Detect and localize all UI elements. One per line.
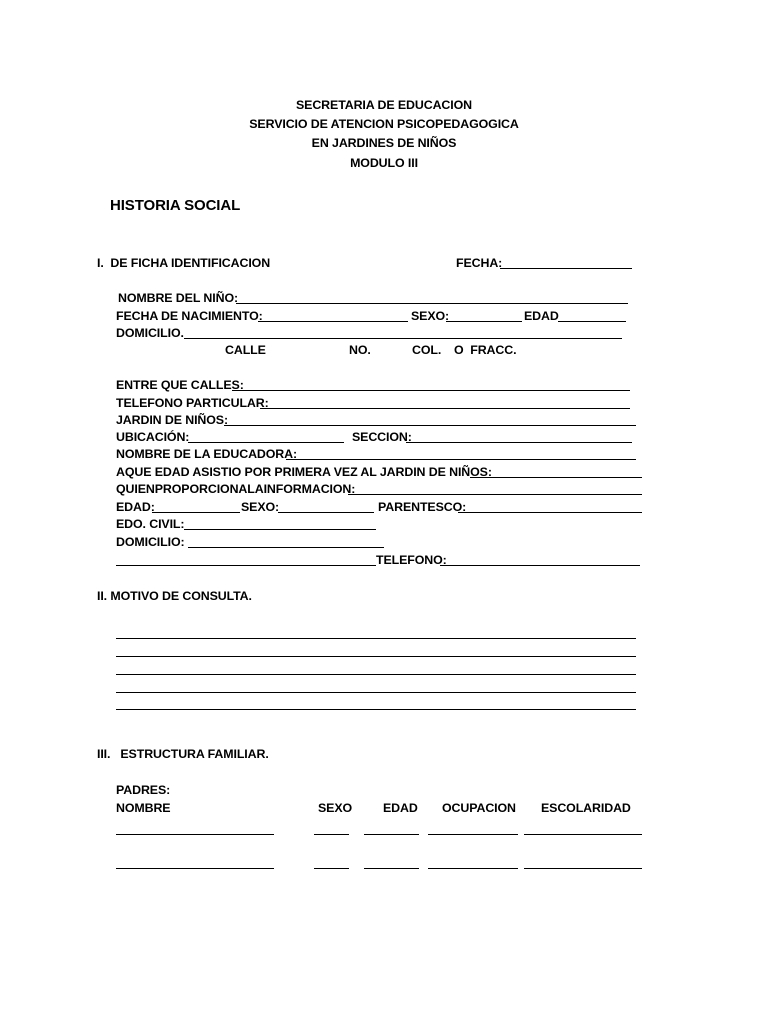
fracc-label: O FRACC. [454, 343, 517, 357]
nombre-nino-field[interactable] [236, 303, 628, 304]
jardin-field[interactable] [224, 425, 636, 426]
edad2-label: EDAD: [116, 500, 155, 514]
domicilio-field[interactable] [184, 338, 622, 339]
ubicacion-field[interactable] [188, 442, 344, 443]
fecha-field[interactable] [500, 268, 632, 269]
padre-1-escolaridad-field[interactable] [524, 834, 642, 835]
padre-1-ocupacion-field[interactable] [428, 834, 518, 835]
nombre-nino-label: NOMBRE DEL NIÑO: [118, 291, 239, 305]
edad2-field[interactable] [152, 512, 240, 513]
section-1-heading: I. DE FICHA IDENTIFICACION [97, 256, 271, 270]
padre-1-sexo-field[interactable] [314, 834, 349, 835]
telefono-field[interactable] [440, 565, 640, 566]
jardin-label: JARDIN DE NIÑOS: [116, 413, 228, 427]
seccion-field[interactable] [406, 442, 632, 443]
telefono-particular-field[interactable] [260, 408, 630, 409]
sexo-field[interactable] [446, 321, 522, 322]
edad-asistio-label: AQUE EDAD ASISTIO POR PRIMERA VEZ AL JARDIN DE NIÑOS: [116, 465, 492, 479]
domicilio2-continuation-field[interactable] [116, 565, 376, 566]
entre-calles-label: ENTRE QUE CALLES: [116, 378, 244, 392]
domicilio2-label: DOMICILIO: [116, 535, 185, 549]
padres-label: PADRES: [116, 783, 171, 797]
parentesco-label: PARENTESCO: [378, 500, 467, 514]
section-3-heading: III. ESTRUCTURA FAMILIAR. [97, 747, 269, 761]
motivo-line-4[interactable] [116, 692, 636, 693]
domicilio-label: DOMICILIO. [116, 326, 184, 340]
sexo-label: SEXO: [411, 309, 450, 323]
col-label: COL. [412, 343, 442, 357]
padre-1-nombre-field[interactable] [116, 834, 274, 835]
edo-civil-field[interactable] [184, 529, 376, 530]
column-header-edad: EDAD [383, 801, 418, 815]
calle-label: CALLE [225, 343, 266, 357]
section-2-heading: II. MOTIVO DE CONSULTA. [97, 589, 252, 603]
header-line-4: MODULO III [350, 156, 418, 170]
padre-1-edad-field[interactable] [364, 834, 419, 835]
padre-2-edad-field[interactable] [364, 868, 419, 869]
document-title: HISTORIA SOCIAL [110, 197, 241, 214]
seccion-label: SECCION: [352, 430, 412, 444]
fecha-nacimiento-field[interactable] [258, 321, 408, 322]
sexo2-label: SEXO: [241, 500, 280, 514]
column-header-nombre: NOMBRE [116, 801, 171, 815]
no-label: NO. [349, 343, 371, 357]
column-header-ocupacion: OCUPACION [442, 801, 516, 815]
header-line-2: SERVICIO DE ATENCION PSICOPEDAGOGICA [249, 117, 519, 131]
edo-civil-label: EDO. CIVIL: [116, 517, 185, 531]
fecha-nacimiento-label: FECHA DE NACIMIENTO: [116, 309, 263, 323]
telefono-label: TELEFONO: [376, 553, 447, 567]
motivo-line-5[interactable] [116, 709, 636, 710]
header-line-1: SECRETARIA DE EDUCACION [296, 98, 472, 112]
column-header-sexo: SEXO [318, 801, 353, 815]
header-line-3: EN JARDINES DE NIÑOS [311, 136, 457, 150]
domicilio2-field[interactable] [188, 547, 384, 548]
telefono-particular-label: TELEFONO PARTICULAR: [116, 396, 269, 410]
motivo-line-1[interactable] [116, 638, 636, 639]
edad-field[interactable] [558, 321, 626, 322]
quien-proporciona-label: QUIENPROPORCIONALAINFORMACION: [116, 482, 356, 496]
column-header-escolaridad: ESCOLARIDAD [541, 801, 631, 815]
edad-label: EDAD [524, 309, 559, 323]
motivo-line-3[interactable] [116, 674, 636, 675]
padre-2-sexo-field[interactable] [314, 868, 349, 869]
padre-2-escolaridad-field[interactable] [524, 868, 642, 869]
quien-proporciona-field[interactable] [348, 494, 642, 495]
parentesco-field[interactable] [458, 512, 642, 513]
entre-calles-field[interactable] [232, 390, 630, 391]
padre-2-ocupacion-field[interactable] [428, 868, 518, 869]
motivo-line-2[interactable] [116, 656, 636, 657]
sexo2-field[interactable] [278, 512, 374, 513]
edad-asistio-field[interactable] [470, 477, 642, 478]
padre-2-nombre-field[interactable] [116, 868, 274, 869]
educadora-field[interactable] [286, 459, 636, 460]
educadora-label: NOMBRE DE LA EDUCADORA: [116, 447, 298, 461]
fecha-label: FECHA: [456, 256, 503, 270]
ubicacion-label: UBICACIÓN: [116, 430, 190, 444]
